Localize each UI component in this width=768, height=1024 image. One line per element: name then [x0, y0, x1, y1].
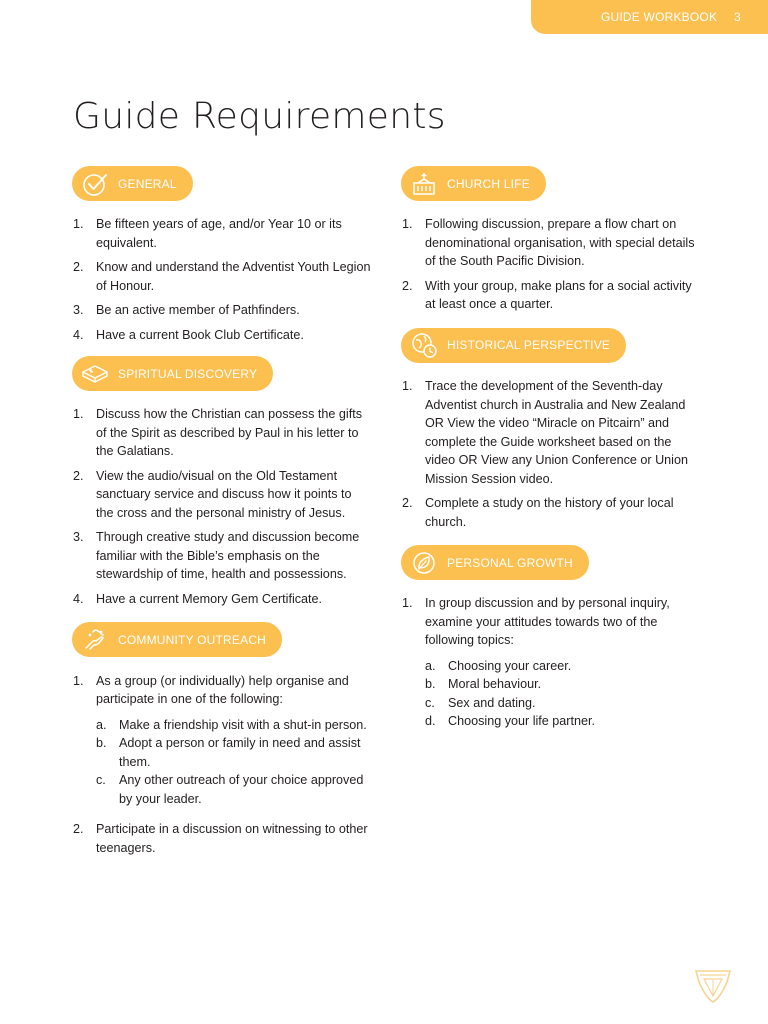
item-text: Know and understand the Adventist Youth Legion of Honour.: [96, 260, 371, 293]
section-personal-growth: [401, 545, 701, 731]
item-letter: a.: [96, 717, 107, 732]
section-historical-perspective: [401, 328, 701, 532]
item-number: 3.: [73, 530, 84, 544]
sub-list-item: [96, 771, 372, 808]
list-item: [401, 594, 701, 731]
list-item: [72, 215, 372, 252]
page-title: Guide Requirements: [73, 96, 446, 137]
open-bible-icon: [78, 360, 112, 388]
requirement-list: [401, 377, 701, 531]
sub-list: [425, 657, 701, 731]
section-header: [401, 166, 546, 201]
requirement-list: [72, 215, 372, 344]
list-item: [72, 301, 372, 320]
item-number: 1.: [402, 596, 413, 610]
section-title: COMMUNITY OUTREACH: [118, 632, 267, 647]
item-text: Through creative study and discussion become familiar with the Bible’s emphasis on the stewardship of time, health and possessions.: [96, 530, 360, 581]
section-header: [72, 356, 273, 391]
list-item: [72, 820, 372, 857]
sub-item-text: Make a friendship visit with a shut-in person.: [119, 717, 367, 732]
sub-item-text: Any other outreach of your choice approved by your leader.: [119, 773, 364, 806]
item-text: Participate in a discussion on witnessing to other teenagers.: [96, 822, 368, 855]
item-number: 3.: [73, 303, 84, 317]
item-number: 1.: [402, 379, 413, 393]
list-item: [72, 326, 372, 345]
item-number: 4.: [73, 591, 84, 606]
section-title: PERSONAL GROWTH: [447, 555, 573, 570]
checkmark-circle-icon: [78, 170, 112, 198]
list-item: [401, 277, 701, 314]
list-item: [72, 258, 372, 295]
sub-list-item: [425, 675, 701, 694]
requirement-list: [401, 594, 701, 731]
helping-hands-icon: [78, 626, 112, 654]
item-text: View the audio/visual on the Old Testament sanctuary service and discuss how it points to the cross and the personal ministry of Jesus.: [96, 468, 352, 520]
section-title: GENERAL: [118, 176, 177, 191]
item-text: Complete a study on the history of your local church.: [425, 496, 674, 529]
item-number: 2.: [73, 822, 84, 836]
item-number: 1.: [73, 217, 84, 231]
sub-item-text: Choosing your career.: [448, 658, 572, 673]
sub-item-text: Adopt a person or family in need and assist them.: [119, 736, 361, 769]
left-column: [72, 166, 372, 863]
section-church-life: [401, 166, 701, 314]
item-text: As a group (or individually) help organise and participate in one of the following:: [96, 673, 349, 706]
item-text: Discuss how the Christian can possess the gifts of the Spirit as described by Paul in his letter to the Galatians.: [96, 407, 362, 458]
list-item: [72, 590, 372, 609]
leaf-icon: [407, 549, 441, 577]
section-title: HISTORICAL PERSPECTIVE: [447, 338, 611, 352]
item-letter: b.: [96, 736, 107, 750]
sub-item-text: Sex and dating.: [448, 695, 536, 710]
globe-clock-icon: [407, 331, 441, 359]
sub-list-item: [96, 734, 372, 771]
sub-item-text: Choosing your life partner.: [448, 714, 596, 728]
section-general: [72, 166, 372, 344]
item-number: 2.: [73, 260, 84, 274]
item-letter: c.: [425, 695, 435, 710]
item-number: 1.: [402, 217, 413, 231]
sub-list-item: [425, 712, 701, 731]
item-number: 2.: [402, 278, 413, 293]
requirement-list: [72, 405, 372, 608]
church-icon: [407, 170, 441, 198]
item-text: With your group, make plans for a social activity at least once a quarter.: [425, 278, 692, 311]
requirement-list: [401, 215, 701, 314]
sub-list-item: [96, 716, 372, 735]
item-text: Following discussion, prepare a flow chart on denominational organisation, with special details of the South Pacific Division.: [425, 217, 695, 268]
item-text: Trace the development of the Seventh-day Adventist church in Australia and New Zealand OR View the video “Miracle on Pitcairn” and complete the Guide worksheet based on the video OR View any Union Conference or Union Mission Session video.: [425, 379, 688, 486]
item-number: 1.: [73, 673, 84, 688]
item-number: 2.: [73, 468, 84, 483]
item-letter: a.: [425, 658, 436, 673]
sub-list: [96, 716, 372, 809]
section-spiritual-discovery: [72, 356, 372, 608]
pathfinder-logo-icon: [694, 968, 732, 1004]
item-text: Be an active member of Pathfinders.: [96, 303, 300, 317]
section-header: [72, 166, 193, 201]
list-item: [401, 377, 701, 488]
item-text: Be fifteen years of age, and/or Year 10 or its equivalent.: [96, 217, 342, 250]
item-letter: c.: [96, 773, 106, 787]
list-item: [72, 405, 372, 461]
item-number: 2.: [402, 496, 413, 510]
right-column: [401, 166, 701, 743]
item-number: 1.: [73, 407, 84, 421]
list-item: [72, 467, 372, 523]
requirement-list: [72, 672, 372, 858]
section-community-outreach: [72, 622, 372, 857]
item-text: In group discussion and by personal inquiry, examine your attitudes towards two of the following topics:: [425, 596, 670, 647]
list-item: [72, 672, 372, 809]
item-letter: b.: [425, 677, 436, 691]
workbook-label: GUIDE WORKBOOK: [601, 10, 718, 24]
sub-item-text: Moral behaviour.: [448, 677, 542, 691]
section-header: [401, 545, 589, 580]
list-item: [401, 215, 701, 271]
list-item: [72, 528, 372, 584]
section-title: SPIRITUAL DISCOVERY: [118, 366, 258, 381]
section-title: CHURCH LIFE: [447, 176, 530, 191]
section-header: [72, 622, 282, 657]
sub-list-item: [425, 657, 701, 676]
item-text: Have a current Book Club Certificate.: [96, 327, 304, 342]
sub-list-item: [425, 694, 701, 713]
item-letter: d.: [425, 714, 436, 728]
list-item: [401, 494, 701, 531]
item-number: 4.: [73, 327, 84, 342]
page-number: 3: [734, 10, 741, 24]
header-tab: [531, 0, 768, 34]
section-header: [401, 328, 626, 363]
item-text: Have a current Memory Gem Certificate.: [96, 591, 323, 606]
